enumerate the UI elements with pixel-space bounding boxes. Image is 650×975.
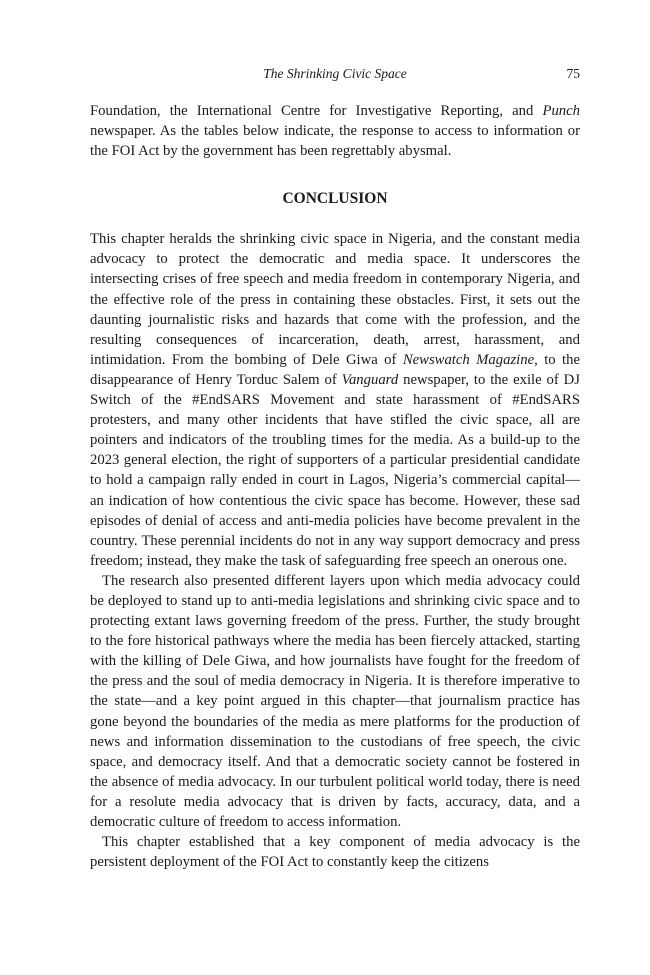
page-number: 75 — [566, 66, 580, 81]
publication-title: Punch — [542, 103, 580, 119]
conclusion-paragraph-3: This chapter established that a key component of media advocacy is the persistent deployment of the FOI Act to constantly keep the citizens — [90, 834, 580, 871]
conclusion-paragraph-2: The research also presented different layers upon which media advocacy could be deployed to stand up to anti-media legislations and shrinking civic space and to protecting extant laws governing freedom of the press. Further, the study brought to the fore historical pathways where the media has been fiercely attacked, starting with the killing of Dele Giwa, and how journalists have fought for the freedom of the press and the soul of media democracy in Nigeria. It is therefore imperative to the state—and a key point argued in this chapter—that journalism practice has gone beyond the boundaries of the media as mere platforms for the production of news and information dissemination to the custodians of free speech, the civic space, and democracy itself. And that a democratic society cannot be fostered in the absence of media advocacy. In our turbulent political world today, there is need for a resolute media advocacy that is driven by facts, accuracy, data, and a democratic culture of freedom to access information. — [90, 572, 580, 830]
body-text — [90, 101, 580, 872]
section-heading: CONCLUSION — [282, 190, 388, 208]
running-header — [90, 66, 580, 86]
publication-title: Newswatch Magazine — [402, 351, 535, 368]
running-title: The Shrinking Civic Space — [263, 66, 407, 81]
publication-title: Vanguard — [341, 371, 399, 388]
conclusion-paragraph-1: This chapter heralds the shrinking civic space in Nigeria, and the constant media advocacy to protect the democratic and media space. It underscores the intersecting crises of free speech and media freedom in contemporary Nigeria, and the effective role of the press in containing these obstacles. First, it sets out the daunting journalistic risks and hazards that come with the profession, and the resulting consequences of incarceration, death, arrest, harassment, and intimidation. From the bombing of Dele Giwa of Newswatch Magazine, to the disappearance of Henry Torduc Salem of Vanguard newspaper, to the exile of DJ Switch of the #EndSARS Movement and state harassment of #EndSARS protesters, and many other incidents that have stifled the civic space, all are pointers and indicators of the troubling times for the media. As a build-up to the 2023 general election, the right of supporters of a particular presidential candidate to hold a campaign rally ended in court in Lagos, Nigeria’s commercial capital—an indication of how contentious the civic space has become. However, these sad episodes of denial of access and anti-media policies have become prevalent in the country. These perennial incidents do not in any way support democracy and press freedom; instead, they make the task of safeguarding free speech an onerous one. — [90, 231, 580, 569]
intro-paragraph: Foundation, the International Centre for Investigative Reporting, and Punch newspaper. As the tables below indicate, the response to access to information or the FOI Act by the government has been regrettably abysmal. — [90, 103, 580, 160]
